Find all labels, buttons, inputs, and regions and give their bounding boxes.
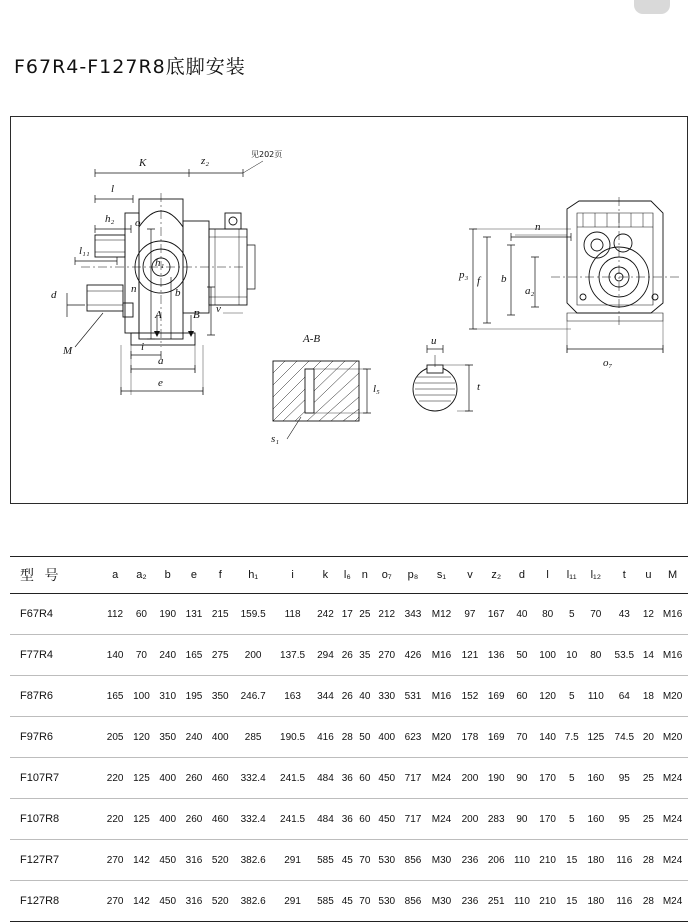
cell-value: 165 xyxy=(102,676,128,717)
cell-value: 60 xyxy=(128,594,154,635)
gearbox-technical-drawing xyxy=(11,117,687,503)
cell-value: 450 xyxy=(155,840,181,881)
cell-value: 28 xyxy=(640,840,658,881)
cell-value: 120 xyxy=(534,676,560,717)
cell-value: 246.7 xyxy=(233,676,272,717)
cell-value: 241.5 xyxy=(273,799,312,840)
cell-value: M24 xyxy=(426,758,457,799)
cell-value: 60 xyxy=(509,676,534,717)
cell-value: 110 xyxy=(583,676,609,717)
cell-value: 400 xyxy=(155,758,181,799)
col-header-v: v xyxy=(457,557,483,594)
cell-value: 100 xyxy=(128,676,154,717)
cell-value: 856 xyxy=(400,881,426,922)
col-header-p8: p₈ xyxy=(400,557,426,594)
cell-value: 343 xyxy=(400,594,426,635)
cell-value: 45 xyxy=(339,881,357,922)
cell-value: 180 xyxy=(583,881,609,922)
cell-value: 25 xyxy=(640,799,658,840)
cell-value: 350 xyxy=(155,717,181,758)
col-header-model: 型 号 xyxy=(10,557,102,594)
cell-value: 40 xyxy=(509,594,534,635)
figure-label-B: B xyxy=(193,309,200,321)
col-header-k: k xyxy=(312,557,338,594)
cell-value: 200 xyxy=(457,799,483,840)
figure-label-s1: s₁ xyxy=(271,433,280,445)
cell-value: 118 xyxy=(273,594,312,635)
cell-value: 220 xyxy=(102,799,128,840)
cell-value: 450 xyxy=(374,758,400,799)
cell-value: 160 xyxy=(583,799,609,840)
figure-label-e: e xyxy=(158,377,163,389)
cell-value: 116 xyxy=(609,881,640,922)
cell-value: 291 xyxy=(273,840,312,881)
cell-model: F127R8 xyxy=(10,881,102,922)
cell-value: 270 xyxy=(102,840,128,881)
cell-value: 294 xyxy=(312,635,338,676)
figure-label-K: K xyxy=(139,157,147,169)
cell-value: M16 xyxy=(657,635,688,676)
col-header-s1: s₁ xyxy=(426,557,457,594)
cell-value: 165 xyxy=(181,635,207,676)
cell-value: 112 xyxy=(102,594,128,635)
cell-value: 40 xyxy=(356,676,374,717)
col-header-l11: l₁₁ xyxy=(561,557,583,594)
cell-value: 45 xyxy=(339,840,357,881)
cell-value: 64 xyxy=(609,676,640,717)
cell-value: M24 xyxy=(657,799,688,840)
cell-value: 25 xyxy=(640,758,658,799)
cell-value: 131 xyxy=(181,594,207,635)
spec-table-wrap xyxy=(10,556,688,922)
spec-table xyxy=(10,556,688,922)
cell-value: 251 xyxy=(483,881,509,922)
cell-value: 80 xyxy=(534,594,560,635)
cell-value: 125 xyxy=(128,799,154,840)
cell-value: 275 xyxy=(207,635,233,676)
figure-note: 见202页 xyxy=(251,150,283,159)
col-header-n: n xyxy=(356,557,374,594)
table-row xyxy=(10,594,688,635)
cell-value: 242 xyxy=(312,594,338,635)
cell-value: 520 xyxy=(207,840,233,881)
figure-label-l: l xyxy=(111,183,115,195)
cell-value: 210 xyxy=(534,881,560,922)
figure-label-o7: o₇ xyxy=(603,357,613,369)
cell-value: M16 xyxy=(426,676,457,717)
cell-value: 5 xyxy=(561,594,583,635)
cell-value: 35 xyxy=(356,635,374,676)
cell-value: 14 xyxy=(640,635,658,676)
cell-value: 260 xyxy=(181,799,207,840)
cell-value: 212 xyxy=(374,594,400,635)
table-row xyxy=(10,758,688,799)
table-body xyxy=(10,594,688,922)
cell-value: 170 xyxy=(534,758,560,799)
cell-value: M12 xyxy=(426,594,457,635)
cell-value: 116 xyxy=(609,840,640,881)
cell-model: F77R4 xyxy=(10,635,102,676)
cell-model: F107R8 xyxy=(10,799,102,840)
cell-value: 125 xyxy=(128,758,154,799)
figure-label-A: A xyxy=(155,309,162,321)
cell-value: 484 xyxy=(312,758,338,799)
cell-value: 140 xyxy=(102,635,128,676)
cell-value: 180 xyxy=(583,840,609,881)
cell-value: 20 xyxy=(640,717,658,758)
cell-value: 15 xyxy=(561,881,583,922)
cell-value: 120 xyxy=(128,717,154,758)
cell-value: 142 xyxy=(128,840,154,881)
figure-label-n-right: n xyxy=(535,221,541,233)
cell-value: 460 xyxy=(207,799,233,840)
cell-value: 240 xyxy=(181,717,207,758)
table-row xyxy=(10,676,688,717)
cell-value: M24 xyxy=(657,758,688,799)
figure-label-z2: z₂ xyxy=(201,155,210,167)
cell-value: 270 xyxy=(374,635,400,676)
col-header-M: M xyxy=(657,557,688,594)
cell-value: 140 xyxy=(534,717,560,758)
figure-label-h1: h₁ xyxy=(155,257,165,269)
cell-value: 5 xyxy=(561,676,583,717)
cell-value: 70 xyxy=(128,635,154,676)
cell-value: 240 xyxy=(155,635,181,676)
col-header-f: f xyxy=(207,557,233,594)
cell-value: 215 xyxy=(207,594,233,635)
cell-value: 70 xyxy=(509,717,534,758)
cell-value: M24 xyxy=(657,840,688,881)
figure-label-o: o xyxy=(135,217,141,229)
figure-label-h2: h₂ xyxy=(105,213,115,225)
figure-label-d: d xyxy=(51,289,57,301)
cell-value: 95 xyxy=(609,758,640,799)
cell-value: 531 xyxy=(400,676,426,717)
cell-value: M16 xyxy=(426,635,457,676)
cell-value: 236 xyxy=(457,840,483,881)
cell-value: 95 xyxy=(609,799,640,840)
col-header-i: i xyxy=(273,557,312,594)
col-header-b: b xyxy=(155,557,181,594)
cell-value: 5 xyxy=(561,799,583,840)
table-row xyxy=(10,717,688,758)
cell-value: 178 xyxy=(457,717,483,758)
col-header-l: l xyxy=(534,557,560,594)
cell-value: 450 xyxy=(374,799,400,840)
cell-value: M20 xyxy=(657,676,688,717)
figure-label-f: f xyxy=(477,275,481,287)
cell-value: 74.5 xyxy=(609,717,640,758)
table-row xyxy=(10,635,688,676)
cell-value: 36 xyxy=(339,799,357,840)
corner-tab-mark xyxy=(634,0,670,14)
cell-value: 270 xyxy=(102,881,128,922)
cell-value: 25 xyxy=(356,594,374,635)
cell-value: 241.5 xyxy=(273,758,312,799)
cell-value: M24 xyxy=(426,799,457,840)
cell-value: 400 xyxy=(374,717,400,758)
cell-value: 530 xyxy=(374,881,400,922)
cell-value: M30 xyxy=(426,840,457,881)
col-header-l12: l₁₂ xyxy=(583,557,609,594)
figure-label-t: t xyxy=(477,381,481,393)
cell-value: 10 xyxy=(561,635,583,676)
cell-value: 80 xyxy=(583,635,609,676)
cell-value: 206 xyxy=(483,840,509,881)
cell-value: 585 xyxy=(312,881,338,922)
cell-value: 330 xyxy=(374,676,400,717)
col-header-o7: o₇ xyxy=(374,557,400,594)
cell-value: 200 xyxy=(233,635,272,676)
cell-value: 310 xyxy=(155,676,181,717)
col-header-d: d xyxy=(509,557,534,594)
cell-value: 484 xyxy=(312,799,338,840)
cell-value: 167 xyxy=(483,594,509,635)
figure-label-l11: l₁₁ xyxy=(79,245,90,257)
figure-label-M: M xyxy=(63,345,73,357)
cell-value: 382.6 xyxy=(233,881,272,922)
cell-value: M20 xyxy=(426,717,457,758)
figure-inner xyxy=(11,117,687,503)
cell-value: 460 xyxy=(207,758,233,799)
figure-label-i: i xyxy=(141,341,145,353)
cell-value: 169 xyxy=(483,676,509,717)
cell-value: 28 xyxy=(339,717,357,758)
col-header-t: t xyxy=(609,557,640,594)
cell-value: 332.4 xyxy=(233,799,272,840)
cell-value: 90 xyxy=(509,758,534,799)
cell-value: 530 xyxy=(374,840,400,881)
cell-value: 283 xyxy=(483,799,509,840)
col-header-e: e xyxy=(181,557,207,594)
figure-label-u: u xyxy=(431,335,437,347)
cell-value: 70 xyxy=(583,594,609,635)
cell-model: F87R6 xyxy=(10,676,102,717)
col-header-a: a xyxy=(102,557,128,594)
cell-value: M24 xyxy=(657,881,688,922)
cell-model: F107R7 xyxy=(10,758,102,799)
cell-value: 137.5 xyxy=(273,635,312,676)
cell-value: 136 xyxy=(483,635,509,676)
cell-value: 190 xyxy=(155,594,181,635)
cell-value: 291 xyxy=(273,881,312,922)
col-header-u: u xyxy=(640,557,658,594)
cell-value: 12 xyxy=(640,594,658,635)
cell-value: M20 xyxy=(657,717,688,758)
figure-label-l5: l₅ xyxy=(373,383,380,395)
cell-model: F67R4 xyxy=(10,594,102,635)
cell-value: 15 xyxy=(561,840,583,881)
cell-value: 170 xyxy=(534,799,560,840)
cell-value: 210 xyxy=(534,840,560,881)
cell-value: 450 xyxy=(155,881,181,922)
cell-value: 60 xyxy=(356,758,374,799)
cell-value: 97 xyxy=(457,594,483,635)
cell-value: 344 xyxy=(312,676,338,717)
cell-value: 200 xyxy=(457,758,483,799)
cell-value: 160 xyxy=(583,758,609,799)
cell-value: 190.5 xyxy=(273,717,312,758)
cell-value: 332.4 xyxy=(233,758,272,799)
cell-value: 400 xyxy=(155,799,181,840)
page-title: F67R4-F127R8底脚安装 xyxy=(14,56,246,78)
cell-value: 17 xyxy=(339,594,357,635)
col-header-h1: h₁ xyxy=(233,557,272,594)
cell-value: 110 xyxy=(509,840,534,881)
figure-label-n: n xyxy=(131,283,137,295)
cell-value: 50 xyxy=(509,635,534,676)
col-header-a2: a₂ xyxy=(128,557,154,594)
cell-value: 26 xyxy=(339,676,357,717)
cell-value: 159.5 xyxy=(233,594,272,635)
cell-value: 50 xyxy=(356,717,374,758)
cell-value: 260 xyxy=(181,758,207,799)
cell-value: 121 xyxy=(457,635,483,676)
cell-value: 43 xyxy=(609,594,640,635)
cell-value: M16 xyxy=(657,594,688,635)
cell-value: 585 xyxy=(312,840,338,881)
cell-value: 28 xyxy=(640,881,658,922)
cell-value: 142 xyxy=(128,881,154,922)
cell-value: 205 xyxy=(102,717,128,758)
figure-label-p3: p₃ xyxy=(459,269,469,281)
cell-value: 236 xyxy=(457,881,483,922)
cell-value: 350 xyxy=(207,676,233,717)
cell-value: 36 xyxy=(339,758,357,799)
cell-value: 5 xyxy=(561,758,583,799)
cell-value: 169 xyxy=(483,717,509,758)
cell-value: 53.5 xyxy=(609,635,640,676)
cell-value: 60 xyxy=(356,799,374,840)
cell-value: 195 xyxy=(181,676,207,717)
cell-value: M30 xyxy=(426,881,457,922)
cell-value: 70 xyxy=(356,881,374,922)
cell-value: 717 xyxy=(400,758,426,799)
figure-label-b: b xyxy=(175,287,181,299)
cell-value: 400 xyxy=(207,717,233,758)
cell-value: 110 xyxy=(509,881,534,922)
cell-value: 18 xyxy=(640,676,658,717)
cell-value: 285 xyxy=(233,717,272,758)
figure-label-a: a xyxy=(158,355,164,367)
figure-label-v: v xyxy=(216,303,221,315)
cell-value: 856 xyxy=(400,840,426,881)
figure-label-b-right: b xyxy=(501,273,507,285)
cell-value: 717 xyxy=(400,799,426,840)
figure-label-section-ab: A-B xyxy=(303,333,321,345)
cell-value: 100 xyxy=(534,635,560,676)
table-row xyxy=(10,840,688,881)
figure-label-a2: a₂ xyxy=(525,285,535,297)
cell-value: 7.5 xyxy=(561,717,583,758)
cell-value: 382.6 xyxy=(233,840,272,881)
cell-value: 90 xyxy=(509,799,534,840)
cell-value: 220 xyxy=(102,758,128,799)
cell-value: 426 xyxy=(400,635,426,676)
cell-value: 316 xyxy=(181,840,207,881)
col-header-l6: l₆ xyxy=(339,557,357,594)
cell-value: 316 xyxy=(181,881,207,922)
table-row xyxy=(10,799,688,840)
col-header-z2: z₂ xyxy=(483,557,509,594)
cell-value: 70 xyxy=(356,840,374,881)
cell-value: 163 xyxy=(273,676,312,717)
cell-model: F97R6 xyxy=(10,717,102,758)
cell-value: 520 xyxy=(207,881,233,922)
cell-value: 623 xyxy=(400,717,426,758)
table-header-row xyxy=(10,557,688,594)
cell-model: F127R7 xyxy=(10,840,102,881)
cell-value: 190 xyxy=(483,758,509,799)
cell-value: 416 xyxy=(312,717,338,758)
figure-panel xyxy=(10,116,688,504)
cell-value: 26 xyxy=(339,635,357,676)
cell-value: 152 xyxy=(457,676,483,717)
cell-value: 125 xyxy=(583,717,609,758)
table-row xyxy=(10,881,688,922)
